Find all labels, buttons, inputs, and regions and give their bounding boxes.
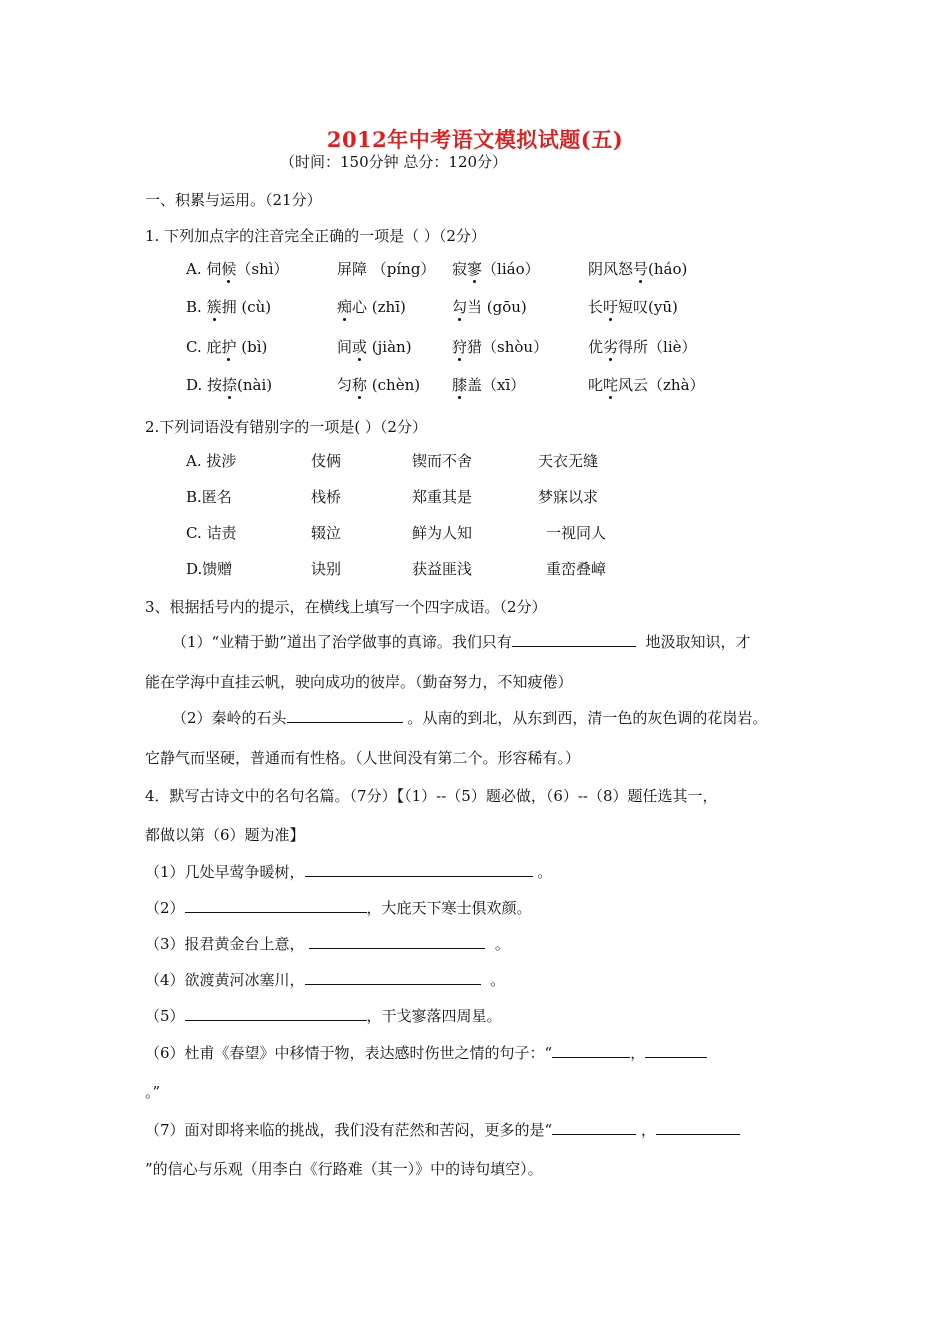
q4-stem-continued: 都做以第（6）题为准】 [145, 826, 305, 844]
q3-item-1-continued: 能在学海中直挂云帆，驶向成功的彼岸。（勤奋努力，不知疲倦） [145, 673, 573, 691]
answer-blank[interactable] [552, 1120, 636, 1135]
q2-option-word: 郑重其是 [412, 488, 473, 506]
q1-option-item [186, 375, 272, 395]
q2-option-word: 天衣无缝 [538, 452, 599, 470]
q2-option-word: D.馈赠 [186, 560, 233, 578]
dotted-character: 膝 [452, 376, 468, 394]
q4-item-5-number: （5） [145, 1007, 185, 1025]
option-text: B. [186, 298, 207, 316]
option-text: D. 按 [186, 376, 223, 394]
dotted-character: 护 [221, 338, 237, 356]
option-text: (jiàn) [367, 338, 412, 356]
answer-blank[interactable] [552, 1043, 630, 1058]
option-text: (háo) [648, 260, 688, 278]
dotted-character: 号 [633, 260, 649, 278]
dotted-character: 咤 [603, 376, 619, 394]
q4-item-1-text: （1）几处早莺争暖树， [145, 863, 305, 881]
q1-option-item [588, 297, 678, 317]
answer-blank[interactable] [287, 708, 403, 723]
dotted-character: 捺 [222, 376, 238, 394]
q2-option-word: 辍泣 [311, 524, 342, 542]
option-text: (nài) [237, 376, 273, 394]
option-text: 优 [588, 338, 604, 356]
answer-blank[interactable] [305, 970, 481, 985]
answer-blank[interactable] [185, 898, 367, 913]
q1-option-item [452, 375, 525, 395]
q4-item-5 [145, 1006, 502, 1026]
q4-item-5-text: ，干戈寥落四周星。 [366, 1007, 502, 1025]
q1-option-item [588, 259, 687, 279]
dotted-character: 寥 [467, 260, 483, 278]
option-text: 心 (zhī) [352, 298, 406, 316]
q1-stem: 1. 下列加点字的注音完全正确的一项是（ ）（2分） [145, 227, 486, 245]
q2-option-word: 鲜为人知 [412, 524, 473, 542]
dotted-character: 吁 [603, 298, 619, 316]
q2-option-word: 栈桥 [311, 488, 342, 506]
q4-item-3-end: 。 [494, 935, 510, 953]
q1-option-item [452, 297, 527, 317]
option-text: （liáo） [482, 260, 540, 278]
q1-option-item [337, 375, 420, 395]
option-text: 叱 [588, 376, 604, 394]
q3-item-1-text-b: 地汲取知识，才 [645, 633, 751, 651]
q4-item-2-text: ，大庇天下寒士俱欢颜。 [366, 899, 532, 917]
q4-item-4 [145, 970, 505, 990]
option-text: 寂 [452, 260, 468, 278]
q1-option-item [186, 337, 267, 357]
option-text: （shì） [236, 260, 289, 278]
q2-stem: 2.下列词语没有错别字的一项是( ）（2分） [145, 418, 427, 436]
q1-option-item [452, 259, 540, 279]
q4-item-2-number: （2） [145, 899, 185, 917]
dotted-character: 痴 [337, 298, 353, 316]
q2-option-word: 梦寐以求 [538, 488, 599, 506]
dotted-character: 狩 [452, 338, 468, 356]
q4-stem: 4．默写古诗文中的名句名篇。（7分）【（1）--（5）题必做，（6）--（8）题任选其一， [145, 787, 718, 805]
q1-option-item [337, 337, 412, 357]
q2-option-word: 获益匪浅 [412, 560, 473, 578]
dotted-character: 簇 [206, 298, 222, 316]
option-text: 猎（shòu） [467, 338, 549, 356]
q2-option-word: A. 拔涉 [186, 452, 237, 470]
q2-option-word: 重峦叠嶂 [546, 560, 607, 578]
dotted-character: 勾 [452, 298, 468, 316]
q2-option-word: C. 诘责 [186, 524, 237, 542]
q1-option-item [337, 259, 435, 279]
q1-option-item [186, 259, 289, 279]
option-text: 风云（zhà） [618, 376, 705, 394]
q1-option-item [337, 297, 406, 317]
option-text: 间 [337, 338, 353, 356]
q3-item-1-text-a: （1）“业精于勤”道出了治学做事的真谛。我们只有 [172, 633, 512, 651]
q4-item-3 [145, 934, 510, 954]
q4-item-7 [145, 1120, 740, 1140]
option-text: 盖（xī） [467, 376, 526, 394]
option-text: 匀 [337, 376, 353, 394]
answer-blank[interactable] [309, 934, 485, 949]
answer-blank[interactable] [185, 1006, 367, 1021]
q2-option-word: 锲而不舍 [412, 452, 473, 470]
q1-option-item [186, 297, 271, 317]
q4-item-7-text: （7）面对即将来临的挑战，我们没有茫然和苦闷，更多的是“ [145, 1121, 553, 1139]
option-text: 阴风怒 [588, 260, 634, 278]
option-text: (chèn) [367, 376, 421, 394]
q3-item-2-continued: 它静气而坚硬，普通而有性格。（人世间没有第二个。形容稀有。） [145, 749, 581, 767]
q2-option-word: 一视同人 [546, 524, 607, 542]
dotted-character: 或 [352, 338, 368, 356]
q4-item-2 [145, 898, 532, 918]
option-text: 短叹(yū) [618, 298, 678, 316]
q4-item-4-text: （4）欲渡黄河冰塞川， [145, 971, 305, 989]
option-text: (bì) [236, 338, 268, 356]
q4-item-7-continued: ”的信心与乐观（用李白《行路难（其一）》中的诗句填空）。 [145, 1160, 543, 1178]
q2-option-word: 伎俩 [311, 452, 342, 470]
exam-info: （时间：150分钟 总分：120分） [280, 153, 508, 171]
dotted-character: 候 [221, 260, 237, 278]
option-text: 屏障 （píng） [337, 260, 436, 278]
section-heading: 一、积累与运用。（21分） [145, 191, 322, 209]
page-title: 2012年中考语文模拟试题(五) [326, 127, 624, 152]
q1-option-item [588, 375, 705, 395]
q3-item-2-text-b: 。从南的到北，从东到西，清一色的灰色调的花岗岩。 [407, 709, 768, 727]
q3-item-2-text-a: （2）秦岭的石头 [172, 709, 287, 727]
dotted-character: 称 [352, 376, 368, 394]
option-text: 拥 (cù) [221, 298, 272, 316]
option-text: 长 [588, 298, 604, 316]
answer-blank[interactable] [305, 862, 533, 877]
q4-item-1-end: 。 [537, 863, 553, 881]
answer-blank[interactable] [512, 632, 636, 647]
q4-item-4-end: 。 [490, 971, 506, 989]
q4-item-3-text: （3）报君黄金台上意， [145, 935, 305, 953]
q4-item-6-text: （6）杜甫《春望》中移情于物，表达感时伤世之情的句子：“ [145, 1044, 553, 1062]
option-text: 当 (gōu) [467, 298, 527, 316]
q4-item-6-end: 。” [145, 1083, 161, 1101]
q4-item-6-comma: ， [630, 1044, 646, 1062]
q3-item-1 [172, 632, 750, 652]
dotted-character: 劣 [603, 338, 619, 356]
q4-item-1 [145, 862, 552, 882]
q1-option-item [588, 337, 697, 357]
q4-item-6 [145, 1043, 707, 1063]
option-text: C. 庇 [186, 338, 222, 356]
q1-option-item [452, 337, 548, 357]
q4-item-7-comma: ， [641, 1121, 657, 1139]
option-text: A. 伺 [186, 260, 222, 278]
answer-blank[interactable] [656, 1120, 740, 1135]
q2-option-word: 诀别 [311, 560, 342, 578]
q3-stem: 3、根据括号内的提示，在横线上填写一个四字成语。（2分） [145, 598, 547, 616]
answer-blank[interactable] [645, 1043, 707, 1058]
option-text: 得所（liè） [618, 338, 697, 356]
q2-option-word: B.匿名 [186, 488, 232, 506]
q3-item-2 [172, 708, 767, 728]
